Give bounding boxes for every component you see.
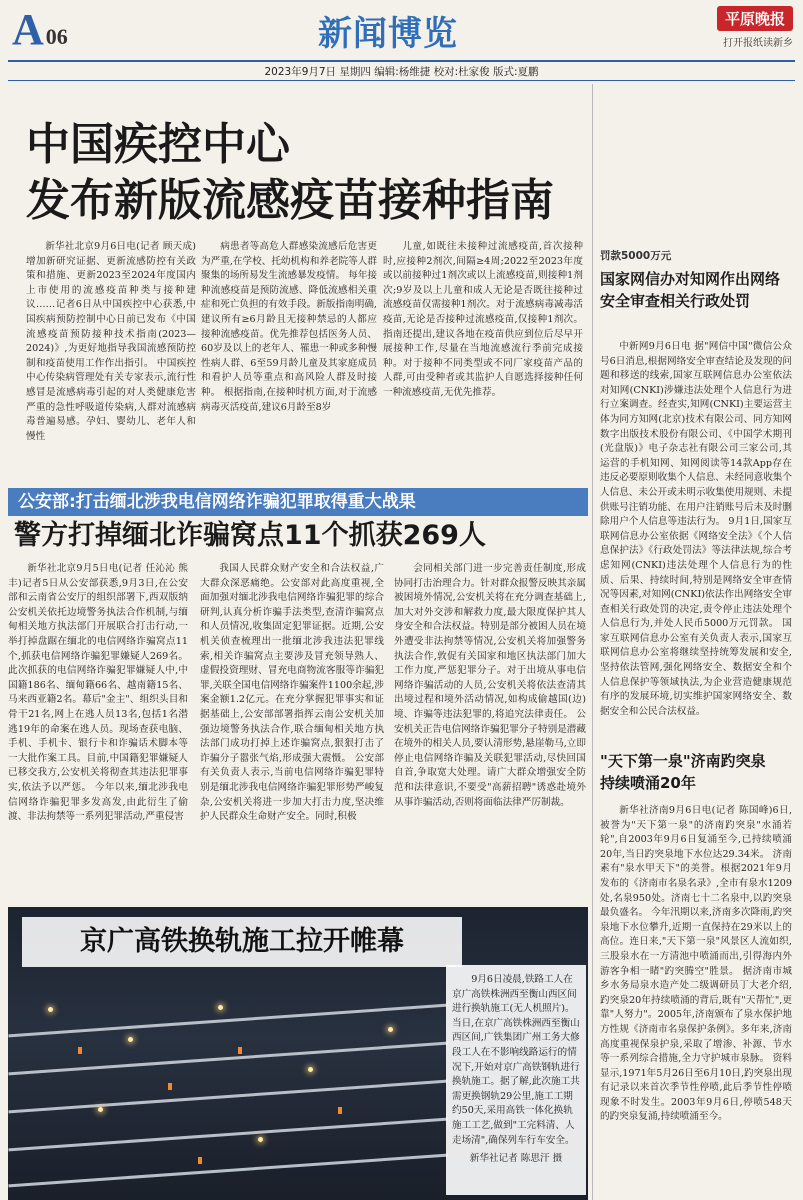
page-header: [0, 0, 803, 62]
brand: [673, 6, 793, 49]
work-light: [128, 1037, 133, 1042]
work-light: [98, 1107, 103, 1112]
article2-kicker: 罚款5000万元: [600, 250, 672, 262]
article3-text-1: 新华社北京9月5日电(记者 任沁沁 熊丰)记者5日从公安部获悉,9月3日,在公安部和云南省公安厅的组织部署下,西双版纳公安机关依托边境警务执法合作机制,与缅甸相关地方执法部门开展联合打击行动,一举打掉盘踞在缅北的电信网络诈骗窝点11个,抓获电信网络诈骗犯罪嫌疑人269名。 此次抓获的电信网络诈骗犯罪嫌疑人中,中国籍186名、缅甸籍66名、越南籍15名、马来西亚籍2名。幕后"金主"、组织头目和骨干21名,网上在逃人员13名,包括1名潜逃19年的命案在逃人员。现场查获电脑、手机、手机卡、银行卡和诈骗话术脚本等一大批作案工具。目前,中国籍犯罪嫌疑人已移交我方,公安机关将彻查其违法犯罪事实,依法予以严惩。 今年以来,缅北涉我电信网络诈骗犯罪多发高发,由此衍生了偷渡、非法拘禁等一系列犯罪活动,严重侵害: [8, 563, 188, 823]
article3-banner: 公安部:打击缅北涉我电信网络诈骗犯罪取得重大战果: [8, 488, 588, 516]
article1-text-3: 儿童,如既往未接种过流感疫苗,首次接种时,应接种2剂次,间隔≥4周;2022至2023年度或以前接种过1剂次或以上流感疫苗,则接种1剂次;9岁及以上儿童和成人无论是否既往接种过流感疫苗仅需接种1剂次。对于流感病毒减毒活疫苗,无论是否接种过流感疫苗,仅接种1剂次。 指南还提出,建议各地在疫苗供应到位后尽早开展接种工作,尽量在当地流感流行季前完成接种。对于接种不同类型或不同厂家疫苗产品的人群,可由受种者或其监护人自愿选择接种任何一种流感疫苗,无优先推荐。: [383, 241, 583, 398]
worker: [168, 1083, 172, 1090]
header-rule: [8, 60, 795, 62]
work-light: [48, 1007, 53, 1012]
rail-construction-photo: [8, 907, 588, 1200]
article2-body: [600, 340, 792, 740]
dateline-rule: [8, 80, 795, 81]
worker: [338, 1107, 342, 1114]
article4-body: [600, 804, 792, 1200]
article4-title-line2: 持续喷涌20年: [600, 774, 696, 792]
article1-column-1: [26, 240, 196, 480]
rail-track: [8, 1080, 447, 1114]
photo-caption-text: 9月6日凌晨,铁路工人在京广高铁株洲西至衡山西区间进行换轨施工(无人机照片)。 当日,在京广高铁株洲西至衡山西区间,广铁集团广州工务大修段工人在不影响线路运行的情况下,开始对京广高铁钢轨进行换轨施工。据了解,此次施工共需更换钢轨29公里,施工工期约50天,采用高铁一体化换轨施工工艺,做到"工完料清、人走场清",确保列车行车安全。: [452, 974, 580, 1146]
article1-text-2: 病患者等高危人群感染流感后危害更为严重,在学校、托幼机构和养老院等人群聚集的场所易发生流感暴发疫情。 每年接种流感疫苗是预防流感、降低流感相关重症和死亡负担的有效手段。新版指南明确,建议所有≥6月龄且无接种禁忌的人都应接种流感疫苗。优先推荐包括医务人员、60岁及以上的老年人、罹患一种或多种慢性病人群、6至59月龄儿童及其家庭成员和看护人员等重点和高风险人群及时接种。 根据指南,在接种时机方面,对于流感病毒灭活疫苗,建议6月龄至8岁: [201, 241, 377, 413]
article2-title: 国家网信办对知网作出网络安全审查相关行政处罚: [600, 270, 781, 310]
article1-column-3: [383, 240, 583, 480]
rail-track: [8, 1118, 447, 1152]
column-divider: [592, 84, 593, 1200]
article3-text-2: 我国人民群众财产安全和合法权益,广大群众深恶痛绝。公安部对此高度重视,全面加强对缅北涉我电信网络诈骗犯罪的综合研判,认真分析诈骗手法类型,查清诈骗窝点和人员情况,收集固定犯罪证据。近期,公安机关侦查梳理出一批缅北涉我违法犯罪线索,相关诈骗窝点主要涉及冒充领导熟人、虚假投资理财、冒充电商物流客服等诈骗犯罪,关联全国电信网络诈骗案件1100余起,涉案金额1.2亿元。在充分掌握犯罪事实和证据基础上,公安部部署指挥云南公安机关加强边境警务执法合作,联合缅甸相关地方执法部门成功打掉上述诈骗窝点,狠狠打击了诈骗分子嚣张气焰,形成强大震慑。 公安部有关负责人表示,当前电信网络诈骗犯罪特别是缅北涉我电信网络诈骗犯罪形势严峻复杂,公安机关将进一步加大打击力度,坚决维护人民群众生命财产安全。同时,积极: [200, 563, 384, 823]
worker: [198, 1157, 202, 1164]
rail-track: [8, 1004, 447, 1038]
work-light: [218, 1005, 223, 1010]
work-light: [388, 1027, 393, 1032]
article4-title-line1: "天下第一泉"济南趵突泉: [600, 752, 766, 770]
section-title: 新闻博览: [318, 14, 458, 54]
worker: [238, 1047, 242, 1054]
article1-title-line2: 发布新版流感疫苗接种指南: [26, 175, 554, 226]
brand-slogan: 打开报纸读新乡: [723, 38, 793, 49]
work-light: [258, 1137, 263, 1142]
photo-caption: [446, 965, 586, 1195]
article2-text: 中新网9月6日电 据"网信中国"微信公众号6日消息,根据网络安全审查结论及发现的问题和移送的线索,国家互联网信息办公室依法对知网(CNKI)涉嫌违法处理个人信息行为进行立案调查。经查实,知网(CNKI)主要运营主体为同方知网(北京)技术有限公司、同方知网数字出版技术股份有限公司、《中国学术期刊(光盘版)》电子杂志社有限公司三家公司,其运营的手机知网、知网阅读等14款App存在违反必要原则收集个人信息、未经同意收集个人信息、未公开或未明示收集使用规则、未提供账号注销功能、在用户注销账号后未及时删除用户个人信息等违法行为。 9月1日,国家互联网信息办公室依据《网络安全法》《个人信息保护法》《行政处罚法》等法律法规,综合考虑知网(CNKI)违法处理个人信息行为的性质、后果、持续时间,特别是网络安全审查情况等因素,对知网(CNKI)依法作出网络安全审查相关行政处罚的决定,责令停止违法处理个人信息行为,并处人民币5000万元罚款。 国家互联网信息办公室有关负责人表示,国家互联网信息办公室将继续坚持统筹发展和安全,坚持依法管网,强化网络安全、数据安全和个人信息保护等领域执法,为企业营造健康规范有序的发展环境,切实维护国家网络安全、数据安全和公民合法权益。: [600, 341, 792, 717]
page-number-digits: 06: [45, 24, 68, 49]
article3-column-2: [200, 562, 384, 902]
dateline: 2023年9月7日 星期四 编辑:杨维捷 校对:杜家俊 版式:夏鹏: [264, 66, 539, 78]
article1-text-1: 新华社北京9月6日电(记者 顾天成)增加新研究证据、更新流感防控有关政策和措施、更新2023至2024年度国内上市使用的流感疫苗种类与接种建议……记者6日从中国疾控中心获悉,中国疾病预防控制中心日前已发布《中国流感疫苗预防接种技术指南(2023—2024)》,为更好地指导我国流感预防控制和疫苗使用工作作出指引。 中国疾控中心传染病管理处有关专家表示,流行性感冒是流感病毒引起的对人类健康危害严重的急性呼吸道传染病,人群对流感病毒普遍易感。孕妇、婴幼儿、老年人和慢性: [26, 241, 196, 442]
article3-text-3: 会同相关部门进一步完善责任制度,形成协同打击治理合力。针对群众报警反映其亲属被困境外情况,公安机关将在充分调查基础上,加大对外交涉和解救力度,最大限度保护其人身安全和合法权益。特别是部分被困人员在境外遭受非法拘禁等情况,公安机关将加强警务执法合作,敦促有关国家和地区执法部门加大工作力度,严惩犯罪分子。对于出境从事电信网络诈骗活动的人员,公安机关将依法查清其出境过程和境外活动情况,如构成偷越国(边)境、诈骗等违法犯罪的,将追究法律责任。 公安机关正告电信网络诈骗犯罪分子特别是潜藏在境外的相关人员,要认清形势,悬崖勒马,立即停止电信网络诈骗及关联犯罪活动,尽快回国自首,争取宽大处理。请广大群众增强安全防范和法律意识,不要受"高薪招聘"诱惑赴境外从事诈骗活动,否则将面临法律严厉制裁。: [394, 563, 586, 808]
rail-track: [8, 1042, 447, 1076]
photo-credit: 新华社记者 陈思汗 摄: [469, 1153, 563, 1165]
photo-title: 京广高铁换轨施工拉开帷幕: [22, 917, 462, 967]
rail-track: [8, 1154, 447, 1188]
article3-title: 警方打掉缅北诈骗窝点11个抓获269人: [14, 520, 486, 551]
work-light: [308, 1067, 313, 1072]
page-number: [12, 5, 68, 59]
article3-column-3: [394, 562, 586, 902]
article1-column-2: [201, 240, 377, 480]
brand-logo: 平原晚报: [717, 6, 793, 31]
article4-text: 新华社济南9月6日电(记者 陈国峰)6日,被誉为"天下第一泉"的济南趵突泉"水涌若轮",自2003年9月6日复涌至今,已持续喷涌20年,当日趵突泉地下水位达29.34米。 济南素有"泉水甲天下"的美誉。根据2021年9月发布的《济南市名泉名录》,全市有泉水1209处,名泉950处。济南七十二名泉中,以趵突泉最负盛名。 今年汛期以来,济南多次降雨,趵突泉地下水位攀升,近期一直保持在29米以上的高位。连日来,"天下第一泉"风景区人流如织,三股泉水在一方清池中喷涌而出,引得海内外游客争相一睹"趵突腾空"胜景。 据济南市城乡水务局泉水造产处二级调研员丁大老介绍,趵突泉20年持续喷涌的背后,既有"天帮忙",更靠"人努力"。2005年,济南颁布了泉水保护地方性规《济南市名泉保护条例》。多年来,济南高度重视保泉护泉,采取了增渗、补源、节水等一系列综合措施,全力守护城市泉脉。 资料显示,1971年5月26日至6月10日,趵突泉出现有记录以来首次季节性停喷,此后季节性停喷现象不时发生。2003年9月6日,停喷548天的趵突泉复涌,持续喷涌至今。: [600, 805, 792, 1123]
worker: [78, 1047, 82, 1054]
page-letter: A: [12, 5, 44, 54]
article3-column-1: [8, 562, 188, 902]
article1-title-line1: 中国疾控中心: [26, 119, 290, 170]
